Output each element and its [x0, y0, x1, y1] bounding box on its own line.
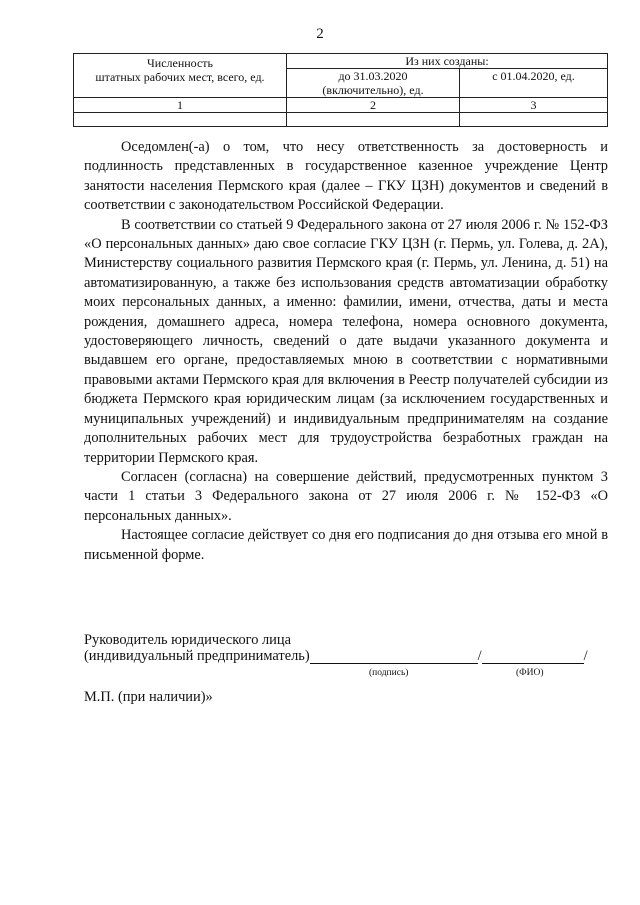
empty-cell-2: [287, 113, 460, 127]
table-number-row: [74, 98, 608, 113]
signature-separator-1: /: [477, 648, 482, 664]
subheader-before-line2: (включительно), ед.: [322, 83, 424, 97]
paragraph-validity: Настоящее согласие действует со дня его подписания до дня отзыва его мной в письменной форме.: [84, 527, 608, 563]
body-text: [84, 138, 608, 565]
header-total-line1: Численность: [146, 56, 214, 70]
empty-cell-3: [460, 113, 608, 127]
column-number-1: 1: [74, 98, 287, 113]
signature-captions: [84, 664, 608, 678]
signature-line[interactable]: [310, 649, 478, 664]
signature-title-row: [84, 648, 608, 664]
signature-title-line2: (индивидуальный предприниматель): [84, 648, 310, 664]
header-created-cell: Из них созданы:: [287, 54, 608, 69]
table-header-row: [74, 54, 608, 69]
header-total-line2: штатных рабочих мест, всего, ед.: [95, 70, 265, 84]
page-number: 2: [316, 26, 324, 42]
paragraph-agreement-actions: Согласен (согласна) на совершение действий, предусмотренных пунктом 3 части 1 статьи 3 Федерального закона от 27 июля 2006 г. № 152-ФЗ «О персональных данных».: [84, 468, 608, 524]
paragraph-responsibility: Оседомлен(-а) о том, что несу ответственность за достоверность и подлинность представленных в государственное казенное учреждение Центр занятости населения Пермского края (далее – ГКУ ЦЗН) документов и сведений в соответствии с законодательством Российской Федерации.: [84, 139, 608, 214]
subheader-after-cell: с 01.04.2020, ед.: [460, 69, 608, 98]
stamp-note: М.П. (при наличии)»: [84, 689, 213, 705]
header-total-cell: [74, 54, 287, 98]
signature-separator-2: /: [583, 648, 588, 664]
table-empty-row: [74, 113, 608, 127]
column-number-2: 2: [287, 98, 460, 113]
signature-block: [84, 632, 608, 678]
subheader-before-line1: до 31.03.2020: [338, 69, 408, 83]
caption-signature: (подпись): [369, 668, 409, 678]
paragraph-consent-personal-data: В соответствии со статьей 9 Федерального закона от 27 июля 2006 г. № 152-ФЗ «О персональных данных» даю свое согласие ГКУ ЦЗН (г. Пермь, ул. Голева, д. 2А), Министерству социального развития Пермского края (г. Пермь, ул. Ленина, д. 51) на автоматизированную, а также без использования средств автоматизации обработку моих персональных данных, а именно: фамилии, имени, отчества, даты и места рождения, домашнего адреса, номера телефона, номера основного документа, удостоверяющего личность, сведений о дате выдачи указанного документа и выдавшем его органе, предоставляемых мною в соответствии с нормативными правовыми актами Пермского края для включения в Реестр получателей субсидии из бюджета Пермского края юридическим лицам (за исключением государственных и муниципальных учреждений) и индивидуальным предпринимателям на создание дополнительных рабочих мест для трудоустройства безработных граждан на территории Пермского края.: [84, 216, 608, 466]
fio-line[interactable]: [482, 649, 584, 664]
subheader-before-cell: [287, 69, 460, 98]
caption-fio: (ФИО): [516, 668, 544, 678]
signature-title-line1: Руководитель юридического лица: [84, 632, 291, 648]
empty-cell-1: [74, 113, 287, 127]
stats-table: [73, 53, 608, 127]
column-number-3: 3: [460, 98, 608, 113]
